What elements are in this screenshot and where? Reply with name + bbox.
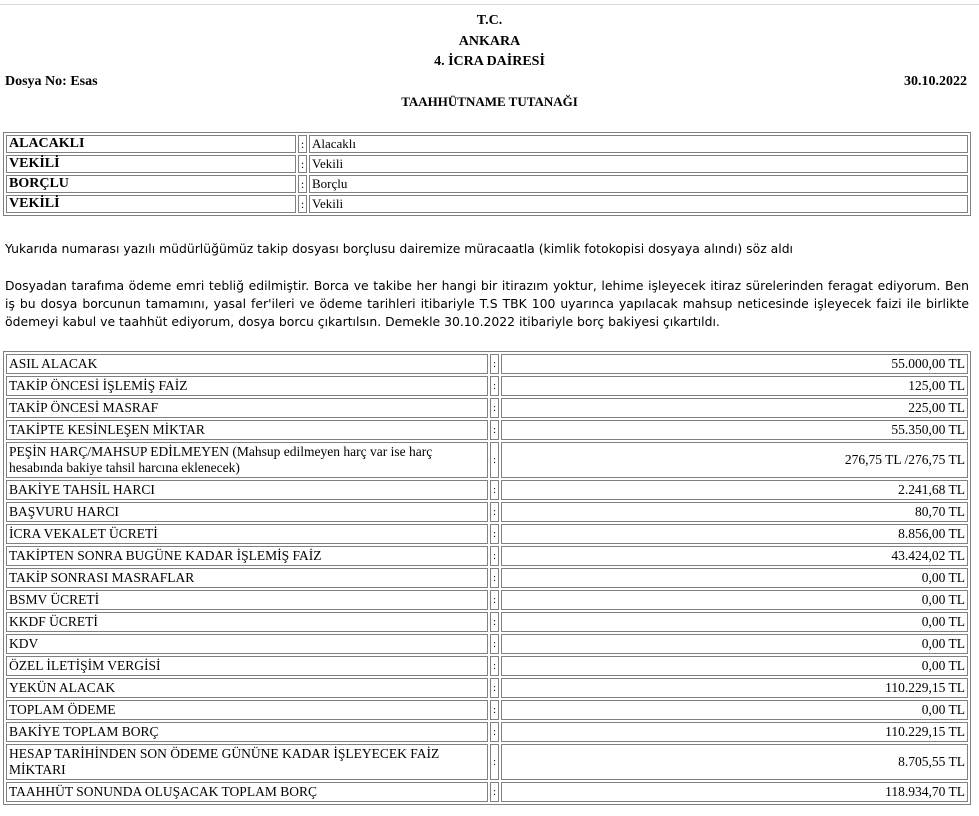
header-office: 4. İCRA DAİRESİ <box>434 54 545 69</box>
amount-value: 0,00 TL <box>501 590 968 610</box>
amount-row <box>6 524 968 544</box>
amount-row <box>6 376 968 396</box>
amount-label: TAKİP SONRASI MASRAFLAR <box>6 568 488 588</box>
amount-row <box>6 782 968 802</box>
amount-label: YEKÜN ALACAK <box>6 678 488 698</box>
amount-value: 55.350,00 TL <box>501 420 968 440</box>
amount-row <box>6 546 968 566</box>
amount-row <box>6 420 968 440</box>
party-label: BORÇLU <box>6 175 296 193</box>
amount-separator: : <box>490 480 499 500</box>
party-row <box>6 175 968 193</box>
amount-value: 0,00 TL <box>501 656 968 676</box>
party-value: Alacaklı <box>309 135 968 153</box>
amount-value: 8.705,55 TL <box>501 744 968 780</box>
amount-label: TAKİP ÖNCESİ MASRAF <box>6 398 488 418</box>
amount-separator: : <box>490 744 499 780</box>
amount-row <box>6 700 968 720</box>
parties-table <box>3 132 971 216</box>
amount-label: KDV <box>6 634 488 654</box>
amount-row <box>6 568 968 588</box>
amount-separator: : <box>490 546 499 566</box>
amount-value: 0,00 TL <box>501 700 968 720</box>
amount-value: 110.229,15 TL <box>501 678 968 698</box>
party-separator: : <box>298 135 307 153</box>
amount-separator: : <box>490 354 499 374</box>
amount-separator: : <box>490 420 499 440</box>
amount-row <box>6 612 968 632</box>
amount-label: BAKİYE TAHSİL HARCI <box>6 480 488 500</box>
amount-label: TAKİPTE KESİNLEŞEN MİKTAR <box>6 420 488 440</box>
amount-separator: : <box>490 568 499 588</box>
amount-value: 55.000,00 TL <box>501 354 968 374</box>
amount-label: BAKİYE TOPLAM BORÇ <box>6 722 488 742</box>
amount-row <box>6 634 968 654</box>
amount-separator: : <box>490 782 499 802</box>
party-row <box>6 195 968 213</box>
document-date: 30.10.2022 <box>904 74 967 89</box>
party-row <box>6 155 968 173</box>
top-divider <box>0 4 979 5</box>
amount-separator: : <box>490 442 499 478</box>
party-label: VEKİLİ <box>6 155 296 173</box>
header-city: ANKARA <box>458 34 521 49</box>
party-separator: : <box>298 175 307 193</box>
amount-row <box>6 722 968 742</box>
amount-label: ASIL ALACAK <box>6 354 488 374</box>
amount-row <box>6 442 968 478</box>
amount-label: BAŞVURU HARCI <box>6 502 488 522</box>
amount-value: 125,00 TL <box>501 376 968 396</box>
party-value: Vekili <box>309 155 968 173</box>
amount-row <box>6 744 968 780</box>
amount-row <box>6 590 968 610</box>
amount-value: 0,00 TL <box>501 568 968 588</box>
statement-paragraph: Dosyadan tarafıma ödeme emri tebliğ edilmiştir. Borca ve takibe her hangi bir itirazım yoktur, lehime işleyecek itiraz sürelerinden feragat ediyorum. Ben iş bu dosya borcunun tamamını, yasal fer'ileri ve ödeme tarihleri itibariyle T.S TBK 100 uyarınca yapılacak mahsup neticesinde işleyecek faizi ile birlikte ödemeyi kabul ve taahhüt ediyorum, dosya borcu çıkartılsın. Demekle 30.10.2022 itibariyle borç bakiyesi çıkartıldı. <box>5 278 969 329</box>
document-title: TAAHHÜTNAME TUTANAĞI <box>401 94 578 109</box>
amount-row <box>6 480 968 500</box>
amount-separator: : <box>490 398 499 418</box>
amount-label: TAKİPTEN SONRA BUGÜNE KADAR İŞLEMİŞ FAİZ <box>6 546 488 566</box>
amount-label: ÖZEL İLETİŞİM VERGİSİ <box>6 656 488 676</box>
party-label: ALACAKLI <box>6 135 296 153</box>
amount-label: BSMV ÜCRETİ <box>6 590 488 610</box>
amount-label: PEŞİN HARÇ/MAHSUP EDİLMEYEN (Mahsup edilmeyen harç var ise harç hesabında bakiye tahsil harcına eklenecek) <box>6 442 488 478</box>
amount-label: TAKİP ÖNCESİ İŞLEMİŞ FAİZ <box>6 376 488 396</box>
party-label: VEKİLİ <box>6 195 296 213</box>
amount-value: 2.241,68 TL <box>501 480 968 500</box>
party-value: Borçlu <box>309 175 968 193</box>
amount-value: 8.856,00 TL <box>501 524 968 544</box>
amount-value: 225,00 TL <box>501 398 968 418</box>
amount-value: 0,00 TL <box>501 634 968 654</box>
amount-separator: : <box>490 678 499 698</box>
amount-separator: : <box>490 612 499 632</box>
amount-value: 276,75 TL /276,75 TL <box>501 442 968 478</box>
amount-label: İCRA VEKALET ÜCRETİ <box>6 524 488 544</box>
amount-row <box>6 502 968 522</box>
amount-row <box>6 398 968 418</box>
party-value: Vekili <box>309 195 968 213</box>
amount-row <box>6 354 968 374</box>
amounts-table <box>3 351 971 805</box>
amount-separator: : <box>490 634 499 654</box>
amount-row <box>6 678 968 698</box>
file-number: Dosya No: Esas <box>5 74 98 89</box>
party-separator: : <box>298 195 307 213</box>
amount-label: KKDF ÜCRETİ <box>6 612 488 632</box>
amount-label: TAAHHÜT SONUNDA OLUŞACAK TOPLAM BORÇ <box>6 782 488 802</box>
amount-value: 110.229,15 TL <box>501 722 968 742</box>
amount-value: 118.934,70 TL <box>501 782 968 802</box>
amount-separator: : <box>490 722 499 742</box>
header-tc: T.C. <box>476 13 503 28</box>
amount-separator: : <box>490 502 499 522</box>
amount-row <box>6 656 968 676</box>
intro-paragraph: Yukarıda numarası yazılı müdürlüğümüz takip dosyası borçlusu dairemize müracaatla (kimlik fotokopisi dosyaya alındı) söz aldı <box>5 241 793 256</box>
party-separator: : <box>298 155 307 173</box>
amount-value: 43.424,02 TL <box>501 546 968 566</box>
amount-label: TOPLAM ÖDEME <box>6 700 488 720</box>
amount-separator: : <box>490 376 499 396</box>
amount-separator: : <box>490 524 499 544</box>
amount-label: HESAP TARİHİNDEN SON ÖDEME GÜNÜNE KADAR İŞLEYECEK FAİZ MİKTARI <box>6 744 488 780</box>
party-row <box>6 135 968 153</box>
amount-separator: : <box>490 700 499 720</box>
amount-value: 0,00 TL <box>501 612 968 632</box>
amount-separator: : <box>490 590 499 610</box>
amount-value: 80,70 TL <box>501 502 968 522</box>
amount-separator: : <box>490 656 499 676</box>
